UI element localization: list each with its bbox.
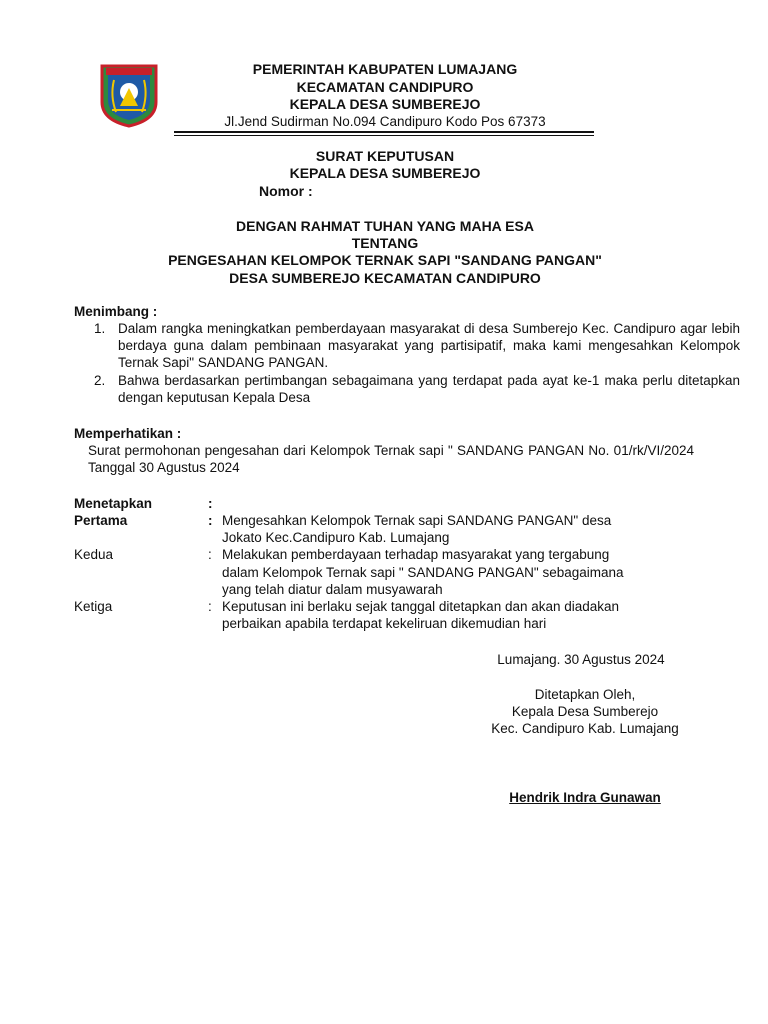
letterhead-rule-thin	[174, 135, 594, 136]
signer-name: Hendrik Indra Gunawan	[509, 790, 661, 805]
kedua-line-1: Melakukan pemberdayaan terhadap masyarakat yang tergabung	[222, 547, 610, 562]
place-date: Lumajang. 30 Agustus 2024	[497, 652, 665, 667]
letterhead-line-3: KEPALA DESA SUMBEREJO	[289, 96, 481, 112]
menimbang-list	[74, 320, 740, 406]
pertama-line-2: Jokato Kec.Candipuro Kab. Lumajang	[222, 530, 450, 545]
ketiga-line-2: perbaikan apabila terdapat kekeliruan dikemudian hari	[222, 616, 547, 631]
list-item-text: Bahwa berdasarkan pertimbangan sebagaimana yang terdapat pada ayat ke-1 maka perlu ditetapkan dengan keputusan Kepala Desa	[118, 373, 740, 405]
pertama-colon: :	[208, 513, 213, 528]
menetapkan-colon: :	[208, 496, 213, 511]
ketiga-colon: :	[208, 599, 212, 614]
list-item	[94, 372, 740, 406]
nomor-label: Nomor :	[259, 183, 313, 199]
ketiga-label: Ketiga	[74, 599, 113, 614]
menimbang-label: Menimbang :	[74, 304, 158, 319]
list-item-text: Dalam rangka meningkatkan pemberdayaan masyarakat di desa Sumberejo Kec. Candipuro agar lebih berdaya guna dalam pembinaan masyarakat yang partisipatif, maka kami mengesahkan Kelompok Ternak Sapi" SANDANG PANGAN.	[118, 321, 740, 370]
menetapkan-label: Menetapkan	[74, 496, 153, 511]
signature-line-3: Kec. Candipuro Kab. Lumajang	[491, 721, 679, 736]
pertama-line-1: Mengesahkan Kelompok Ternak sapi SANDANG PANGAN" desa	[222, 513, 612, 528]
kedua-label: Kedua	[74, 547, 114, 562]
list-item-number: 2.	[94, 373, 106, 388]
letterhead-rule	[174, 131, 594, 133]
signature-line-2: Kepala Desa Sumberejo	[511, 704, 659, 719]
memperhatikan-label: Memperhatikan :	[74, 426, 182, 441]
title-line-1: SURAT KEPUTUSAN	[315, 148, 455, 164]
list-item-number: 1.	[94, 321, 106, 336]
list-item	[94, 320, 740, 371]
title-line-2: KEPALA DESA SUMBEREJO	[289, 165, 481, 181]
kedua-colon: :	[208, 547, 212, 562]
pertama-label: Pertama	[74, 513, 128, 528]
signature-line-1: Ditetapkan Oleh,	[534, 687, 636, 702]
kedua-line-2: dalam Kelompok Ternak sapi " SANDANG PANGAN" sebagaimana	[222, 565, 624, 580]
letterhead-line-2: KECAMATAN CANDIPURO	[296, 79, 474, 95]
letterhead-line-1: PEMERINTAH KABUPATEN LUMAJANG	[252, 61, 518, 77]
preamble-line-2: TENTANG	[351, 235, 419, 251]
memperhatikan-text: Surat permohonan pengesahan dari Kelompok Ternak sapi " SANDANG PANGAN No. 01/rk/VI/2024 Tanggal 30 Agustus 2024	[88, 443, 694, 475]
preamble-line-4: DESA SUMBEREJO KECAMATAN CANDIPURO	[229, 270, 541, 286]
kedua-line-3: yang telah diatur dalam musyawarah	[222, 582, 443, 597]
kabupaten-lumajang-logo	[100, 62, 158, 128]
preamble-line-3: PENGESAHAN KELOMPOK TERNAK SAPI "SANDANG PANGAN"	[168, 252, 602, 268]
preamble-line-1: DENGAN RAHMAT TUHAN YANG MAHA ESA	[236, 218, 534, 234]
ketiga-line-1: Keputusan ini berlaku sejak tanggal ditetapkan dan akan diadakan	[222, 599, 620, 614]
letterhead-address: Jl.Jend Sudirman No.094 Candipuro Kodo Pos 67373	[224, 114, 546, 129]
